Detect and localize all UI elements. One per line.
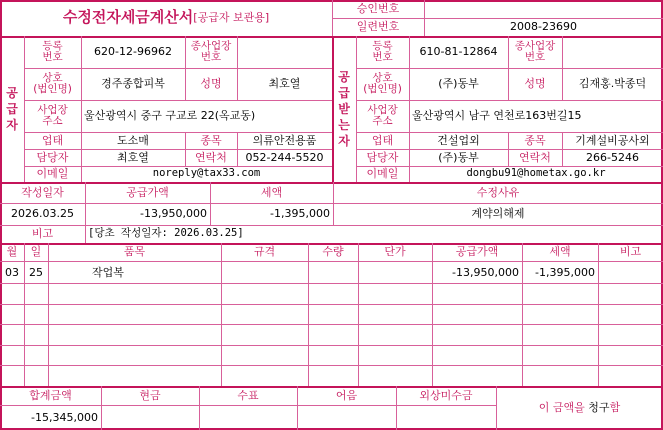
- reason-value: 계약의해제: [471, 207, 525, 221]
- row-month: 03: [5, 265, 19, 279]
- supply-amount: -13,950,000: [140, 207, 207, 221]
- buyer-email-label: 이메일: [366, 167, 399, 181]
- buyer-contact: 266-5246: [586, 150, 639, 164]
- col-tax: 세액: [549, 245, 571, 259]
- buyer-name-label: 성명: [524, 77, 546, 91]
- claim-word: 청구: [588, 401, 610, 415]
- title-main: 수정전자세금계산서: [62, 8, 194, 27]
- supplier-reg-no-label: 등록 번호: [42, 39, 63, 63]
- row-spec: [221, 262, 308, 283]
- supplier-item-label: 종목: [200, 133, 222, 147]
- grid-line: [0, 345, 663, 346]
- row-day: 25: [29, 265, 43, 279]
- note-label: 어음: [335, 388, 358, 402]
- supplier-email: noreply@tax33.com: [152, 167, 261, 180]
- check-label: 수표: [237, 388, 259, 402]
- buyer-reg-no-label: 등록 번호: [372, 39, 393, 63]
- buyer-address-label: 사업장 주소: [367, 103, 398, 127]
- supplier-branch-label: 종사업장 번호: [190, 39, 232, 63]
- supplier-email-label: 이메일: [36, 167, 69, 181]
- approval-value: [424, 0, 663, 18]
- row-name: 작업복: [92, 265, 124, 279]
- col-note: 비고: [619, 245, 642, 259]
- supplier-name-label: 성명: [200, 77, 222, 91]
- supplier-contact: 052-244-5520: [245, 150, 324, 164]
- buyer-email: dongbu91@hometax.go.kr: [466, 167, 606, 180]
- buyer-manager: (주)동부: [438, 150, 479, 164]
- supplier-item: 의류안전용품: [252, 133, 317, 147]
- supplier-company: 경주종합피복: [101, 77, 165, 91]
- supplier-manager-label: 담당자: [36, 150, 69, 164]
- buyer-item-label: 종목: [524, 133, 546, 147]
- col-spec: 규격: [253, 245, 276, 259]
- buyer-company: (주)동부: [438, 77, 479, 91]
- total-amount: -15,345,000: [31, 410, 98, 424]
- row-note: [598, 262, 663, 283]
- total-label: 합계금액: [29, 388, 72, 402]
- remark-label: 비고: [31, 227, 54, 241]
- buyer-business-type-label: 업태: [371, 133, 394, 147]
- row-qty: [308, 262, 358, 283]
- supplier-name: 최호열: [268, 77, 301, 91]
- cash-label: 현금: [139, 388, 161, 402]
- supplier-address-label: 사업장 주소: [37, 103, 68, 127]
- supplier-business-type-label: 업태: [41, 133, 64, 147]
- remark-value: [당초 작성일자: 2026.03.25]: [88, 227, 244, 240]
- supplier-side-label: 공 급 자: [6, 86, 18, 132]
- credit-amount: [396, 405, 496, 430]
- supplier-company-label: 상호 (법인명): [33, 71, 72, 95]
- cash-amount: [101, 405, 199, 430]
- reason-label: 수정사유: [476, 185, 520, 199]
- buyer-branch: [562, 36, 663, 68]
- col-unit-price: 단가: [384, 245, 406, 259]
- supplier-address: 울산광역시 중구 구교로 22(옥교동): [84, 109, 256, 123]
- serial-value: 2008-23690: [510, 20, 577, 34]
- claim-suffix: 함: [609, 401, 621, 415]
- col-day: 일: [30, 245, 42, 259]
- check-amount: [199, 405, 297, 430]
- note-amount: [297, 405, 396, 430]
- buyer-reg-no: 610-81-12864: [419, 45, 498, 59]
- col-name: 품목: [123, 245, 146, 259]
- buyer-name: 김재홍.박종덕: [578, 77, 647, 91]
- row-tax: -1,395,000: [535, 265, 595, 279]
- approval-label: 승인번호: [356, 2, 400, 16]
- supplier-branch: [237, 36, 332, 68]
- supplier-manager: 최호열: [117, 150, 149, 164]
- row-unit-price: [358, 262, 432, 283]
- row-supply: -13,950,000: [452, 265, 519, 279]
- supplier-business-type: 도소매: [117, 133, 149, 147]
- tax-amount: -1,395,000: [270, 207, 330, 221]
- buyer-business-type: 건설업외: [437, 133, 480, 147]
- buyer-manager-label: 담당자: [366, 150, 399, 164]
- serial-label: 일련번호: [356, 20, 400, 34]
- issue-date: 2026.03.25: [11, 207, 74, 221]
- col-supply: 공급가액: [455, 245, 499, 259]
- buyer-company-label: 상호 (법인명): [363, 71, 402, 95]
- supplier-reg-no: 620-12-96962: [94, 45, 172, 59]
- grid-line: [0, 283, 663, 284]
- supplier-contact-label: 연락처: [195, 150, 227, 164]
- grid-line: [0, 304, 663, 305]
- invoice-title: [0, 0, 332, 36]
- grid-line: [0, 365, 663, 366]
- supply-label: 공급가액: [126, 185, 169, 199]
- buyer-contact-label: 연락처: [519, 150, 551, 164]
- tax-label: 세액: [260, 185, 283, 199]
- grid-line: [0, 324, 663, 325]
- buyer-address: 울산광역시 남구 연천로163번길15: [412, 109, 582, 123]
- buyer-branch-label: 종사업장 번호: [514, 39, 556, 63]
- date-label: 작성일자: [21, 185, 64, 199]
- claim-prefix: 이 금액을: [538, 401, 589, 415]
- buyer-side-label: 공 급 받 는 자: [338, 70, 350, 148]
- col-month: 월: [6, 245, 18, 259]
- claim-text: [496, 386, 663, 430]
- col-qty: 수량: [322, 245, 344, 259]
- title-sub: [공급자 보관용]: [193, 11, 270, 25]
- credit-label: 외상미수금: [419, 388, 473, 402]
- buyer-item: 기계설비공사외: [575, 133, 650, 147]
